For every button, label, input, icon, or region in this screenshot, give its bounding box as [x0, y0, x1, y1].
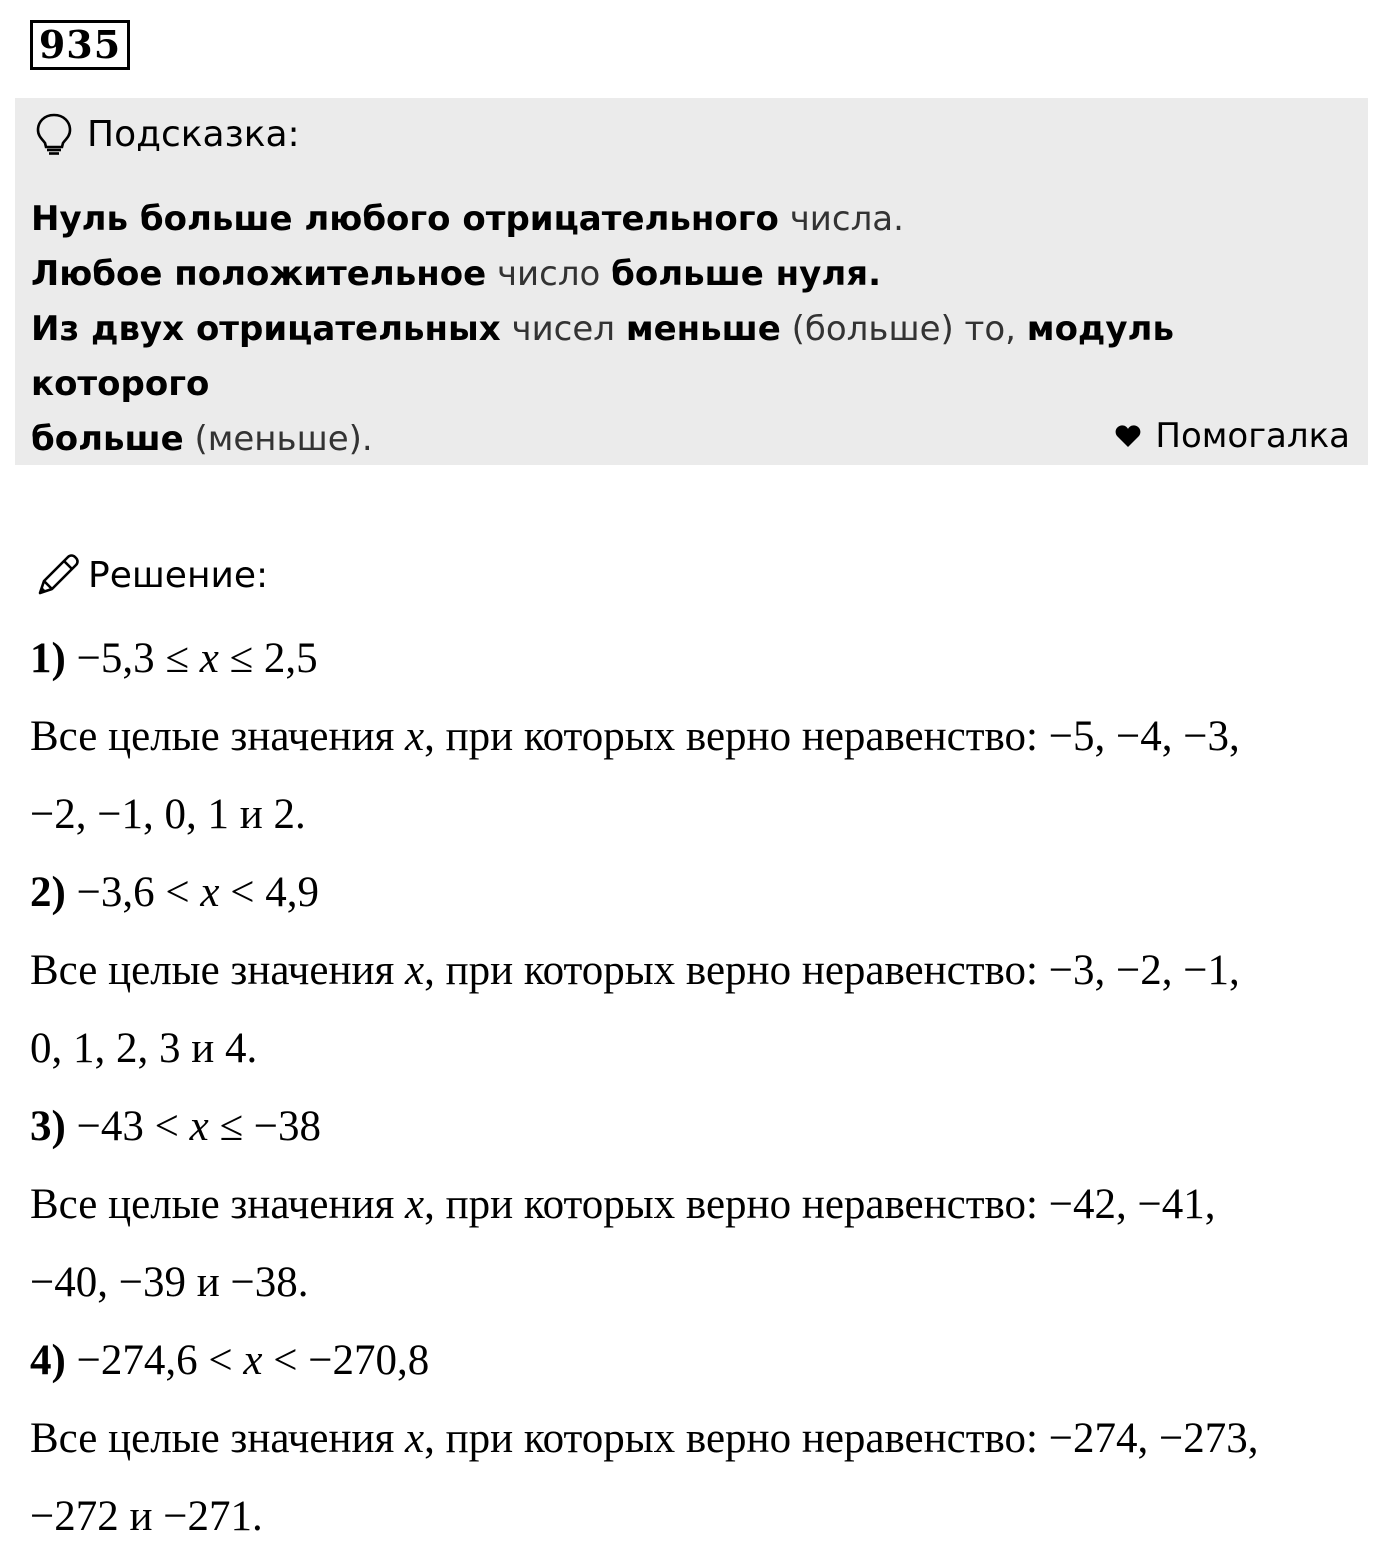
answer-line: [30, 776, 1370, 854]
problem-statement: [30, 1088, 1370, 1166]
hint-bold-text: модуль которого: [31, 309, 1174, 404]
answer-line: [30, 1478, 1370, 1556]
variable: x: [200, 869, 220, 916]
hint-bold-text: Нуль больше любого отрицательного: [31, 199, 779, 239]
inequality-left: −274,6 <: [65, 1337, 244, 1384]
pencil-icon: [34, 551, 82, 599]
inequality-right: < 4,9: [219, 869, 319, 916]
item-label: 4): [30, 1337, 66, 1384]
answer-line: [30, 1166, 1370, 1244]
task-number: 935: [30, 20, 130, 70]
hint-regular-text: (больше) то,: [780, 309, 1027, 349]
item-label: 2): [30, 869, 66, 916]
inequality-left: −5,3 ≤: [65, 635, 200, 682]
heart-icon: [1115, 424, 1141, 448]
hint-bold-text: Любое положительное: [31, 254, 487, 294]
variable: x: [243, 1337, 263, 1384]
inequality-right: ≤ 2,5: [218, 635, 318, 682]
hint-line: [31, 247, 1351, 302]
inequality-right: ≤ −38: [208, 1103, 322, 1150]
answer-line: [30, 1400, 1370, 1478]
answer-text: Все целые значения: [30, 713, 406, 760]
hint-line: [31, 302, 1351, 412]
answer-text: −272 и −271.: [30, 1493, 263, 1540]
hint-regular-text: числа.: [778, 199, 904, 239]
hint-line: [31, 192, 1351, 247]
answer-text: −2, −1, 0, 1 и 2.: [30, 791, 306, 838]
answer-text: 0, 1, 2, 3 и 4.: [30, 1025, 258, 1072]
variable: x: [199, 635, 219, 682]
hint-bold-text: больше нуля.: [611, 254, 881, 294]
solution-header: [34, 550, 268, 600]
inequality-left: −43 <: [65, 1103, 190, 1150]
solution-body: [30, 620, 1370, 1556]
hint-regular-text: число: [486, 254, 612, 294]
answer-text: , при которых верно неравенство: −5, −4, −3,: [424, 713, 1240, 760]
hint-bold-text: Из двух отрицательных: [31, 309, 501, 349]
hint-bold-text: меньше: [625, 309, 781, 349]
answer-text: , при которых верно неравенство: −274, −273,: [424, 1415, 1259, 1462]
answer-text: Все целые значения: [30, 1181, 406, 1228]
hint-regular-text: чисел: [500, 309, 626, 349]
answer-line: [30, 698, 1370, 776]
credit: [1115, 416, 1350, 456]
hint-header: [33, 112, 300, 156]
answer-text: −40, −39 и −38.: [30, 1259, 309, 1306]
hint-regular-text: (меньше).: [183, 419, 373, 459]
hint-title: Подсказка:: [87, 113, 300, 155]
problem-statement: [30, 854, 1370, 932]
variable: x: [405, 1181, 425, 1228]
lightbulb-icon: [33, 112, 75, 156]
answer-line: [30, 932, 1370, 1010]
hint-bold-text: больше: [31, 419, 184, 459]
answer-text: Все целые значения: [30, 947, 406, 994]
hint-box: [15, 98, 1368, 465]
item-label: 3): [30, 1103, 66, 1150]
inequality-right: < −270,8: [262, 1337, 430, 1384]
variable: x: [405, 1415, 425, 1462]
answer-text: , при которых верно неравенство: −42, −41,: [424, 1181, 1216, 1228]
variable: x: [405, 947, 425, 994]
solution-title: Решение:: [88, 554, 269, 596]
variable: x: [189, 1103, 209, 1150]
variable: x: [405, 713, 425, 760]
answer-line: [30, 1010, 1370, 1088]
inequality-left: −3,6 <: [65, 869, 201, 916]
answer-line: [30, 1244, 1370, 1322]
answer-text: Все целые значения: [30, 1415, 406, 1462]
answer-text: , при которых верно неравенство: −3, −2, −1,: [424, 947, 1240, 994]
item-label: 1): [30, 635, 66, 682]
problem-statement: [30, 620, 1370, 698]
credit-text: Помогалка: [1155, 416, 1350, 456]
problem-statement: [30, 1322, 1370, 1400]
